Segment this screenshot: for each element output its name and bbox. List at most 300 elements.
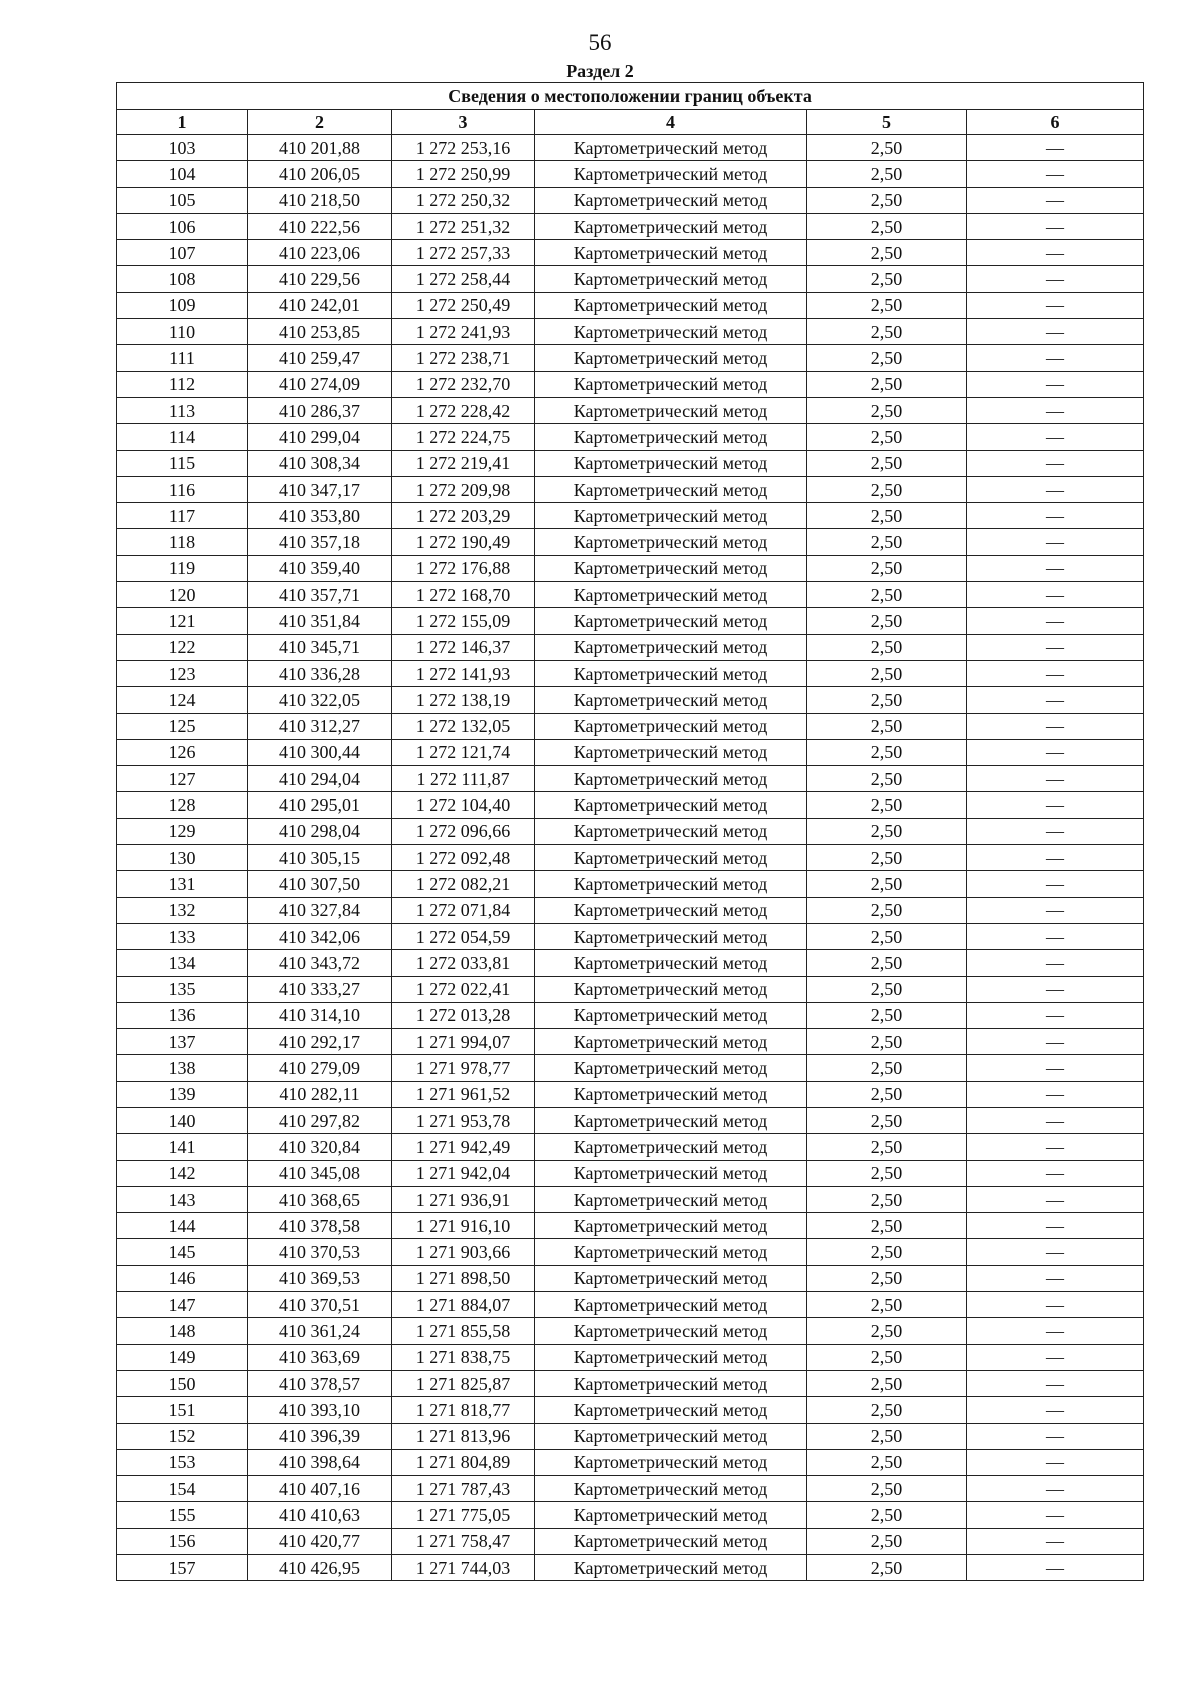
coord-y-cell: 1 271 804,89 <box>392 1449 535 1475</box>
coord-x-cell: 410 426,95 <box>248 1555 392 1581</box>
method-cell: Картометрический метод <box>535 950 807 976</box>
point-number-cell: 131 <box>117 871 248 897</box>
note-cell: — <box>967 1528 1144 1554</box>
table-row <box>117 1265 1144 1291</box>
table-row <box>117 240 1144 266</box>
table-row <box>117 660 1144 686</box>
method-cell: Картометрический метод <box>535 1265 807 1291</box>
point-number-cell: 135 <box>117 976 248 1002</box>
coord-y-cell: 1 271 838,75 <box>392 1344 535 1370</box>
note-cell: — <box>967 1029 1144 1055</box>
coord-x-cell: 410 218,50 <box>248 187 392 213</box>
note-cell: — <box>967 161 1144 187</box>
note-cell: — <box>967 1160 1144 1186</box>
table-row <box>117 187 1144 213</box>
coord-x-cell: 410 314,10 <box>248 1002 392 1028</box>
table-row <box>117 1370 1144 1396</box>
point-number-cell: 115 <box>117 450 248 476</box>
coord-x-cell: 410 342,06 <box>248 923 392 949</box>
point-number-cell: 149 <box>117 1344 248 1370</box>
method-cell: Картометрический метод <box>535 687 807 713</box>
accuracy-cell: 2,50 <box>807 266 967 292</box>
coord-x-cell: 410 345,71 <box>248 634 392 660</box>
method-cell: Картометрический метод <box>535 450 807 476</box>
column-header: 4 <box>535 110 807 135</box>
coord-x-cell: 410 206,05 <box>248 161 392 187</box>
table-row <box>117 450 1144 476</box>
coord-x-cell: 410 370,51 <box>248 1292 392 1318</box>
accuracy-cell: 2,50 <box>807 1555 967 1581</box>
point-number-cell: 153 <box>117 1449 248 1475</box>
point-number-cell: 105 <box>117 187 248 213</box>
point-number-cell: 155 <box>117 1502 248 1528</box>
point-number-cell: 156 <box>117 1528 248 1554</box>
coord-y-cell: 1 271 994,07 <box>392 1029 535 1055</box>
coord-x-cell: 410 347,17 <box>248 476 392 502</box>
accuracy-cell: 2,50 <box>807 950 967 976</box>
coord-x-cell: 410 201,88 <box>248 135 392 161</box>
coord-x-cell: 410 322,05 <box>248 687 392 713</box>
point-number-cell: 126 <box>117 739 248 765</box>
table-row <box>117 1081 1144 1107</box>
accuracy-cell: 2,50 <box>807 450 967 476</box>
accuracy-cell: 2,50 <box>807 187 967 213</box>
point-number-cell: 107 <box>117 240 248 266</box>
coord-y-cell: 1 272 203,29 <box>392 503 535 529</box>
method-cell: Картометрический метод <box>535 1370 807 1396</box>
note-cell: — <box>967 634 1144 660</box>
coord-x-cell: 410 336,28 <box>248 660 392 686</box>
point-number-cell: 120 <box>117 582 248 608</box>
accuracy-cell: 2,50 <box>807 897 967 923</box>
note-cell: — <box>967 1344 1144 1370</box>
point-number-cell: 157 <box>117 1555 248 1581</box>
accuracy-cell: 2,50 <box>807 608 967 634</box>
table-row <box>117 1502 1144 1528</box>
coord-y-cell: 1 272 138,19 <box>392 687 535 713</box>
table-row <box>117 266 1144 292</box>
method-cell: Картометрический метод <box>535 1423 807 1449</box>
coord-x-cell: 410 242,01 <box>248 292 392 318</box>
coord-y-cell: 1 271 825,87 <box>392 1370 535 1396</box>
point-number-cell: 125 <box>117 713 248 739</box>
note-cell: — <box>967 871 1144 897</box>
note-cell: — <box>967 476 1144 502</box>
accuracy-cell: 2,50 <box>807 845 967 871</box>
column-header: 2 <box>248 110 392 135</box>
coord-y-cell: 1 272 250,99 <box>392 161 535 187</box>
note-cell: — <box>967 897 1144 923</box>
note-cell: — <box>967 818 1144 844</box>
point-number-cell: 127 <box>117 766 248 792</box>
coord-x-cell: 410 305,15 <box>248 845 392 871</box>
coord-y-cell: 1 271 936,91 <box>392 1186 535 1212</box>
point-number-cell: 118 <box>117 529 248 555</box>
coord-x-cell: 410 398,64 <box>248 1449 392 1475</box>
table-row <box>117 687 1144 713</box>
table-row <box>117 1318 1144 1344</box>
table-row <box>117 1029 1144 1055</box>
table-row <box>117 371 1144 397</box>
point-number-cell: 141 <box>117 1134 248 1160</box>
coord-x-cell: 410 297,82 <box>248 1107 392 1133</box>
point-number-cell: 110 <box>117 319 248 345</box>
accuracy-cell: 2,50 <box>807 240 967 266</box>
coord-x-cell: 410 222,56 <box>248 213 392 239</box>
coord-x-cell: 410 370,53 <box>248 1239 392 1265</box>
coord-y-cell: 1 272 033,81 <box>392 950 535 976</box>
method-cell: Картометрический метод <box>535 923 807 949</box>
note-cell: — <box>967 687 1144 713</box>
coord-y-cell: 1 272 022,41 <box>392 976 535 1002</box>
accuracy-cell: 2,50 <box>807 1397 967 1423</box>
coord-y-cell: 1 272 071,84 <box>392 897 535 923</box>
coord-x-cell: 410 307,50 <box>248 871 392 897</box>
table-row <box>117 1423 1144 1449</box>
point-number-cell: 124 <box>117 687 248 713</box>
accuracy-cell: 2,50 <box>807 923 967 949</box>
accuracy-cell: 2,50 <box>807 1476 967 1502</box>
table-row <box>117 397 1144 423</box>
method-cell: Картометрический метод <box>535 1528 807 1554</box>
note-cell: — <box>967 1555 1144 1581</box>
point-number-cell: 123 <box>117 660 248 686</box>
coord-x-cell: 410 253,85 <box>248 319 392 345</box>
method-cell: Картометрический метод <box>535 187 807 213</box>
accuracy-cell: 2,50 <box>807 1292 967 1318</box>
point-number-cell: 145 <box>117 1239 248 1265</box>
point-number-cell: 129 <box>117 818 248 844</box>
coord-y-cell: 1 271 942,04 <box>392 1160 535 1186</box>
coord-x-cell: 410 353,80 <box>248 503 392 529</box>
method-cell: Картометрический метод <box>535 424 807 450</box>
note-cell: — <box>967 582 1144 608</box>
coord-x-cell: 410 299,04 <box>248 424 392 450</box>
coord-y-cell: 1 272 258,44 <box>392 266 535 292</box>
coord-x-cell: 410 357,18 <box>248 529 392 555</box>
note-cell: — <box>967 1370 1144 1396</box>
table-row <box>117 976 1144 1002</box>
coord-y-cell: 1 271 898,50 <box>392 1265 535 1291</box>
table-row <box>117 897 1144 923</box>
method-cell: Картометрический метод <box>535 1029 807 1055</box>
table-row <box>117 739 1144 765</box>
accuracy-cell: 2,50 <box>807 634 967 660</box>
method-cell: Картометрический метод <box>535 266 807 292</box>
table-row <box>117 1292 1144 1318</box>
table-row <box>117 1397 1144 1423</box>
coord-x-cell: 410 295,01 <box>248 792 392 818</box>
table-row <box>117 582 1144 608</box>
method-cell: Картометрический метод <box>535 1555 807 1581</box>
column-header: 6 <box>967 110 1144 135</box>
table-caption-row <box>117 83 1144 110</box>
table-row <box>117 1107 1144 1133</box>
method-cell: Картометрический метод <box>535 1318 807 1344</box>
table-row <box>117 634 1144 660</box>
point-number-cell: 104 <box>117 161 248 187</box>
note-cell: — <box>967 792 1144 818</box>
note-cell: — <box>967 1476 1144 1502</box>
coord-y-cell: 1 272 250,32 <box>392 187 535 213</box>
method-cell: Картометрический метод <box>535 1081 807 1107</box>
column-header: 5 <box>807 110 967 135</box>
method-cell: Картометрический метод <box>535 1476 807 1502</box>
note-cell: — <box>967 266 1144 292</box>
method-cell: Картометрический метод <box>535 1055 807 1081</box>
point-number-cell: 130 <box>117 845 248 871</box>
note-cell: — <box>967 135 1144 161</box>
coord-y-cell: 1 272 132,05 <box>392 713 535 739</box>
accuracy-cell: 2,50 <box>807 739 967 765</box>
point-number-cell: 134 <box>117 950 248 976</box>
accuracy-cell: 2,50 <box>807 555 967 581</box>
point-number-cell: 119 <box>117 555 248 581</box>
point-number-cell: 150 <box>117 1370 248 1396</box>
method-cell: Картометрический метод <box>535 1502 807 1528</box>
note-cell: — <box>967 345 1144 371</box>
note-cell: — <box>967 555 1144 581</box>
point-number-cell: 122 <box>117 634 248 660</box>
point-number-cell: 116 <box>117 476 248 502</box>
coord-x-cell: 410 393,10 <box>248 1397 392 1423</box>
note-cell: — <box>967 187 1144 213</box>
note-cell: — <box>967 1213 1144 1239</box>
accuracy-cell: 2,50 <box>807 818 967 844</box>
coord-y-cell: 1 271 813,96 <box>392 1423 535 1449</box>
accuracy-cell: 2,50 <box>807 1528 967 1554</box>
table-row <box>117 1476 1144 1502</box>
note-cell: — <box>967 213 1144 239</box>
table-row <box>117 792 1144 818</box>
point-number-cell: 133 <box>117 923 248 949</box>
coord-y-cell: 1 271 978,77 <box>392 1055 535 1081</box>
coord-x-cell: 410 274,09 <box>248 371 392 397</box>
method-cell: Картометрический метод <box>535 713 807 739</box>
accuracy-cell: 2,50 <box>807 1081 967 1107</box>
accuracy-cell: 2,50 <box>807 1055 967 1081</box>
point-number-cell: 109 <box>117 292 248 318</box>
coord-x-cell: 410 223,06 <box>248 240 392 266</box>
method-cell: Картометрический метод <box>535 1186 807 1212</box>
note-cell: — <box>967 1449 1144 1475</box>
point-number-cell: 148 <box>117 1318 248 1344</box>
method-cell: Картометрический метод <box>535 818 807 844</box>
method-cell: Картометрический метод <box>535 555 807 581</box>
method-cell: Картометрический метод <box>535 503 807 529</box>
table-body <box>117 135 1144 1581</box>
page-number: 56 <box>588 30 612 55</box>
method-cell: Картометрический метод <box>535 529 807 555</box>
point-number-cell: 103 <box>117 135 248 161</box>
point-number-cell: 114 <box>117 424 248 450</box>
note-cell: — <box>967 1081 1144 1107</box>
note-cell: — <box>967 713 1144 739</box>
accuracy-cell: 2,50 <box>807 1344 967 1370</box>
coord-y-cell: 1 271 916,10 <box>392 1213 535 1239</box>
accuracy-cell: 2,50 <box>807 1502 967 1528</box>
point-number-cell: 138 <box>117 1055 248 1081</box>
table-row <box>117 319 1144 345</box>
note-cell: — <box>967 371 1144 397</box>
coord-y-cell: 1 272 096,66 <box>392 818 535 844</box>
method-cell: Картометрический метод <box>535 1449 807 1475</box>
method-cell: Картометрический метод <box>535 1292 807 1318</box>
accuracy-cell: 2,50 <box>807 766 967 792</box>
table-row <box>117 503 1144 529</box>
method-cell: Картометрический метод <box>535 213 807 239</box>
accuracy-cell: 2,50 <box>807 1213 967 1239</box>
coord-y-cell: 1 271 758,47 <box>392 1528 535 1554</box>
coord-x-cell: 410 300,44 <box>248 739 392 765</box>
table-row <box>117 1239 1144 1265</box>
table-row <box>117 135 1144 161</box>
method-cell: Картометрический метод <box>535 739 807 765</box>
method-cell: Картометрический метод <box>535 871 807 897</box>
boundary-coordinates-table <box>116 82 1144 1581</box>
method-cell: Картометрический метод <box>535 766 807 792</box>
table-row <box>117 1002 1144 1028</box>
accuracy-cell: 2,50 <box>807 582 967 608</box>
accuracy-cell: 2,50 <box>807 213 967 239</box>
method-cell: Картометрический метод <box>535 319 807 345</box>
accuracy-cell: 2,50 <box>807 371 967 397</box>
method-cell: Картометрический метод <box>535 1344 807 1370</box>
note-cell: — <box>967 1292 1144 1318</box>
coord-x-cell: 410 368,65 <box>248 1186 392 1212</box>
point-number-cell: 112 <box>117 371 248 397</box>
point-number-cell: 152 <box>117 1423 248 1449</box>
note-cell: — <box>967 950 1144 976</box>
coord-y-cell: 1 272 250,49 <box>392 292 535 318</box>
accuracy-cell: 2,50 <box>807 397 967 423</box>
table-row <box>117 555 1144 581</box>
method-cell: Картометрический метод <box>535 371 807 397</box>
note-cell: — <box>967 660 1144 686</box>
coord-y-cell: 1 272 146,37 <box>392 634 535 660</box>
table-row <box>117 608 1144 634</box>
table-row <box>117 529 1144 555</box>
coord-y-cell: 1 272 209,98 <box>392 476 535 502</box>
accuracy-cell: 2,50 <box>807 1449 967 1475</box>
accuracy-cell: 2,50 <box>807 976 967 1002</box>
coord-x-cell: 410 420,77 <box>248 1528 392 1554</box>
point-number-cell: 137 <box>117 1029 248 1055</box>
accuracy-cell: 2,50 <box>807 687 967 713</box>
coord-x-cell: 410 292,17 <box>248 1029 392 1055</box>
coord-y-cell: 1 271 744,03 <box>392 1555 535 1581</box>
accuracy-cell: 2,50 <box>807 1107 967 1133</box>
coord-x-cell: 410 343,72 <box>248 950 392 976</box>
note-cell: — <box>967 1318 1144 1344</box>
table-row <box>117 345 1144 371</box>
coord-x-cell: 410 294,04 <box>248 766 392 792</box>
accuracy-cell: 2,50 <box>807 292 967 318</box>
method-cell: Картометрический метод <box>535 582 807 608</box>
accuracy-cell: 2,50 <box>807 476 967 502</box>
coord-x-cell: 410 308,34 <box>248 450 392 476</box>
accuracy-cell: 2,50 <box>807 792 967 818</box>
coord-y-cell: 1 272 238,71 <box>392 345 535 371</box>
point-number-cell: 108 <box>117 266 248 292</box>
point-number-cell: 143 <box>117 1186 248 1212</box>
note-cell: — <box>967 1423 1144 1449</box>
table-row <box>117 950 1144 976</box>
point-number-cell: 113 <box>117 397 248 423</box>
point-number-cell: 136 <box>117 1002 248 1028</box>
note-cell: — <box>967 1397 1144 1423</box>
accuracy-cell: 2,50 <box>807 319 967 345</box>
method-cell: Картометрический метод <box>535 1002 807 1028</box>
method-cell: Картометрический метод <box>535 660 807 686</box>
table-row <box>117 1160 1144 1186</box>
table-row <box>117 923 1144 949</box>
coord-y-cell: 1 272 082,21 <box>392 871 535 897</box>
table-row <box>117 1528 1144 1554</box>
table-row <box>117 1344 1144 1370</box>
coord-x-cell: 410 407,16 <box>248 1476 392 1502</box>
table-row <box>117 213 1144 239</box>
point-number-cell: 147 <box>117 1292 248 1318</box>
accuracy-cell: 2,50 <box>807 503 967 529</box>
point-number-cell: 146 <box>117 1265 248 1291</box>
point-number-cell: 144 <box>117 1213 248 1239</box>
table-row <box>117 424 1144 450</box>
note-cell: — <box>967 292 1144 318</box>
coord-x-cell: 410 259,47 <box>248 345 392 371</box>
accuracy-cell: 2,50 <box>807 1423 967 1449</box>
note-cell: — <box>967 1502 1144 1528</box>
accuracy-cell: 2,50 <box>807 1002 967 1028</box>
note-cell: — <box>967 976 1144 1002</box>
coord-y-cell: 1 272 054,59 <box>392 923 535 949</box>
coord-x-cell: 410 279,09 <box>248 1055 392 1081</box>
point-number-cell: 106 <box>117 213 248 239</box>
table-row <box>117 1134 1144 1160</box>
coord-y-cell: 1 271 884,07 <box>392 1292 535 1318</box>
accuracy-cell: 2,50 <box>807 135 967 161</box>
coord-x-cell: 410 351,84 <box>248 608 392 634</box>
coord-y-cell: 1 272 155,09 <box>392 608 535 634</box>
coord-y-cell: 1 272 111,87 <box>392 766 535 792</box>
table-row <box>117 766 1144 792</box>
coord-x-cell: 410 361,24 <box>248 1318 392 1344</box>
column-header: 1 <box>117 110 248 135</box>
coord-x-cell: 410 320,84 <box>248 1134 392 1160</box>
note-cell: — <box>967 424 1144 450</box>
table-row <box>117 1055 1144 1081</box>
table-caption: Сведения о местоположении границ объекта <box>117 83 1144 110</box>
note-cell: — <box>967 1107 1144 1133</box>
accuracy-cell: 2,50 <box>807 529 967 555</box>
note-cell: — <box>967 240 1144 266</box>
table-row <box>117 476 1144 502</box>
coord-y-cell: 1 272 257,33 <box>392 240 535 266</box>
coord-y-cell: 1 272 219,41 <box>392 450 535 476</box>
point-number-cell: 128 <box>117 792 248 818</box>
coord-y-cell: 1 272 168,70 <box>392 582 535 608</box>
note-cell: — <box>967 1002 1144 1028</box>
coord-y-cell: 1 272 190,49 <box>392 529 535 555</box>
note-cell: — <box>967 529 1144 555</box>
note-cell: — <box>967 397 1144 423</box>
method-cell: Картометрический метод <box>535 476 807 502</box>
coord-x-cell: 410 369,53 <box>248 1265 392 1291</box>
coord-y-cell: 1 271 903,66 <box>392 1239 535 1265</box>
coord-x-cell: 410 345,08 <box>248 1160 392 1186</box>
accuracy-cell: 2,50 <box>807 871 967 897</box>
method-cell: Картометрический метод <box>535 135 807 161</box>
